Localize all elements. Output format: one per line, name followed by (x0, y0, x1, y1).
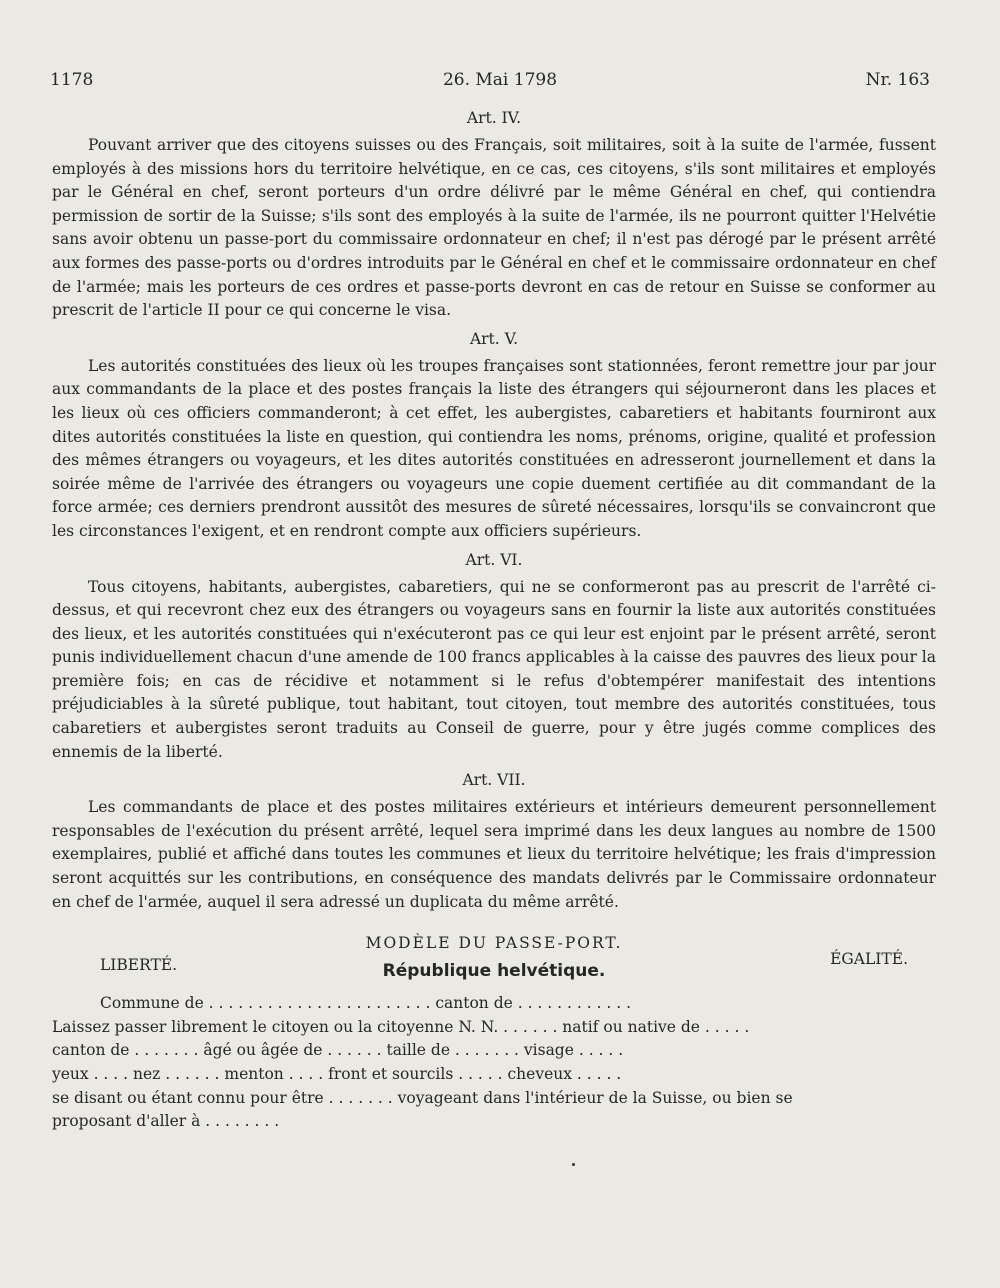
ink-speck (572, 1163, 575, 1166)
article-4 (52, 108, 936, 323)
passport-model (52, 932, 936, 1162)
article-text: Les commandants de place et des postes militaires extérieurs et intérieurs demeurent personnellement responsables de l'exécution du présent arrêté, lequel sera imprimé dans les deux langues au nombre de 1500 exemplaires, publié et affiché dans toutes les communes et lieux du territoire helvétique; les frais d'impression seront acquittés sur les contributions, en conséquence des mandats delivrés par le Commissaire ordonnateur en chef de l'armée, auquel il sera adressé un duplicata du même arrêté. (52, 798, 936, 911)
article-5 (52, 329, 936, 544)
republic-heading: République helvétique. (382, 961, 606, 982)
document-date: 26. Mai 1798 (442, 70, 558, 90)
passport-form-line: Laissez passer librement le citoyen ou la citoyenne N. N. . . . . . . natif ou native de . . . . . (52, 1017, 750, 1036)
document-number: Nr. 163 (865, 70, 930, 90)
passport-form-line: Commune de . . . . . . . . . . . . . . . . . . . . . . . canton de . . . . . . . . . . . . (100, 994, 632, 1013)
article-text: Pouvant arriver que des citoyens suisses ou des Français, soit militaires, soit à la suite de l'armée, fussent employés à des missions hors du territoire helvétique, en ce cas, ces citoyens, s'ils sont militaires et employés par le Général en chef, seront porteurs d'un ordre délivré par le même Général en chef, qui contiendra permission de sortir de la Suisse; s'ils sont des employés à la suite de l'armée, ils ne pourront quitter l'Helvétie sans avoir obtenu un passe-port du commissaire ordonnateur en chef; il n'est pas dérogé par le présent arrêté aux formes des passe-ports ou d'ordres introduits par le Général en chef et le commissaire ordonnateur en chef de l'armée; mais les porteurs de ces ordres et passe-ports devront en cas de retour en Suisse se conformer au prescrit de l'article II pour ce qui concerne le visa. (52, 136, 936, 320)
article-title: Art. IV. (466, 109, 522, 127)
passport-form-line: se disant ou étant connu pour être . . . . . . . voyageant dans l'intérieur de la Suisse, ou bien se (52, 1088, 793, 1107)
article-text: Les autorités constituées des lieux où les troupes françaises sont stationnées, feront remettre jour par jour aux commandants de la place et des postes français la liste des étrangers qui séjourneront dans les places et les lieux où ces officiers commanderont; à cet effet, les aubergistes, cabaretiers et habitants fourniront aux dites autorités constituées la liste en question, qui contiendra les noms, prénoms, origine, qualité et profession des mêmes étrangers ou voyageurs, et les dites autorités constituées en adresseront journellement et dans la soirée même de l'arrivée des étrangers ou voyageurs une copie duement certifiée au dit commandant de la force armée; ces derniers prendront aussitôt des mesures de sûreté nécessaires, lorsqu'ils se convaincront que les circonstances l'exigent, et en rendront compte aux officiers supérieurs. (52, 356, 936, 540)
motto-egalite: ÉGALITÉ. (830, 950, 908, 969)
article-7 (52, 770, 936, 914)
page-number: 1178 (50, 70, 94, 90)
article-text: Tous citoyens, habitants, aubergistes, cabaretiers, qui ne se conformeront pas au prescrit de l'arrêté ci-dessus, et qui recevront chez eux des étrangers ou voyageurs sans en fournir la liste aux autorités constituées des lieux, et les autorités constituées qui n'exécuteront pas ce qui leur est enjoint par le présent arrêté, seront punis individuellement chacun d'une amende de 100 francs applicables à la caisse des pauvres des lieux pour la première fois; en cas de récidive et notamment si le refus d'obtempérer manifestait des intentions préjudiciables à la sûreté publique, tout habitant, tout citoyen, tout membre des autorités constituées, tous cabaretiers et aubergistes seront traduits au Conseil de guerre, pour y être jugés comme complices des ennemis de la liberté. (52, 577, 936, 761)
article-title: Art. V. (469, 329, 519, 348)
passport-form-line: canton de . . . . . . . âgé ou âgée de . . . . . . taille de . . . . . . . visage . . . . . (52, 1041, 624, 1060)
passport-form-line: proposant d'aller à . . . . . . . . (52, 1112, 280, 1131)
passport-form-line: yeux . . . . nez . . . . . . menton . . . . front et sourcils . . . . . cheveux . . . . . (52, 1065, 622, 1083)
motto-liberte: LIBERTÉ. (100, 956, 178, 975)
document-body (52, 108, 936, 1162)
article-title: Art. VI. (465, 550, 523, 569)
article-6 (52, 550, 936, 765)
article-title: Art. VII. (462, 771, 526, 790)
passport-model-title: MODÈLE DU PASSE-PORT. (365, 934, 623, 953)
